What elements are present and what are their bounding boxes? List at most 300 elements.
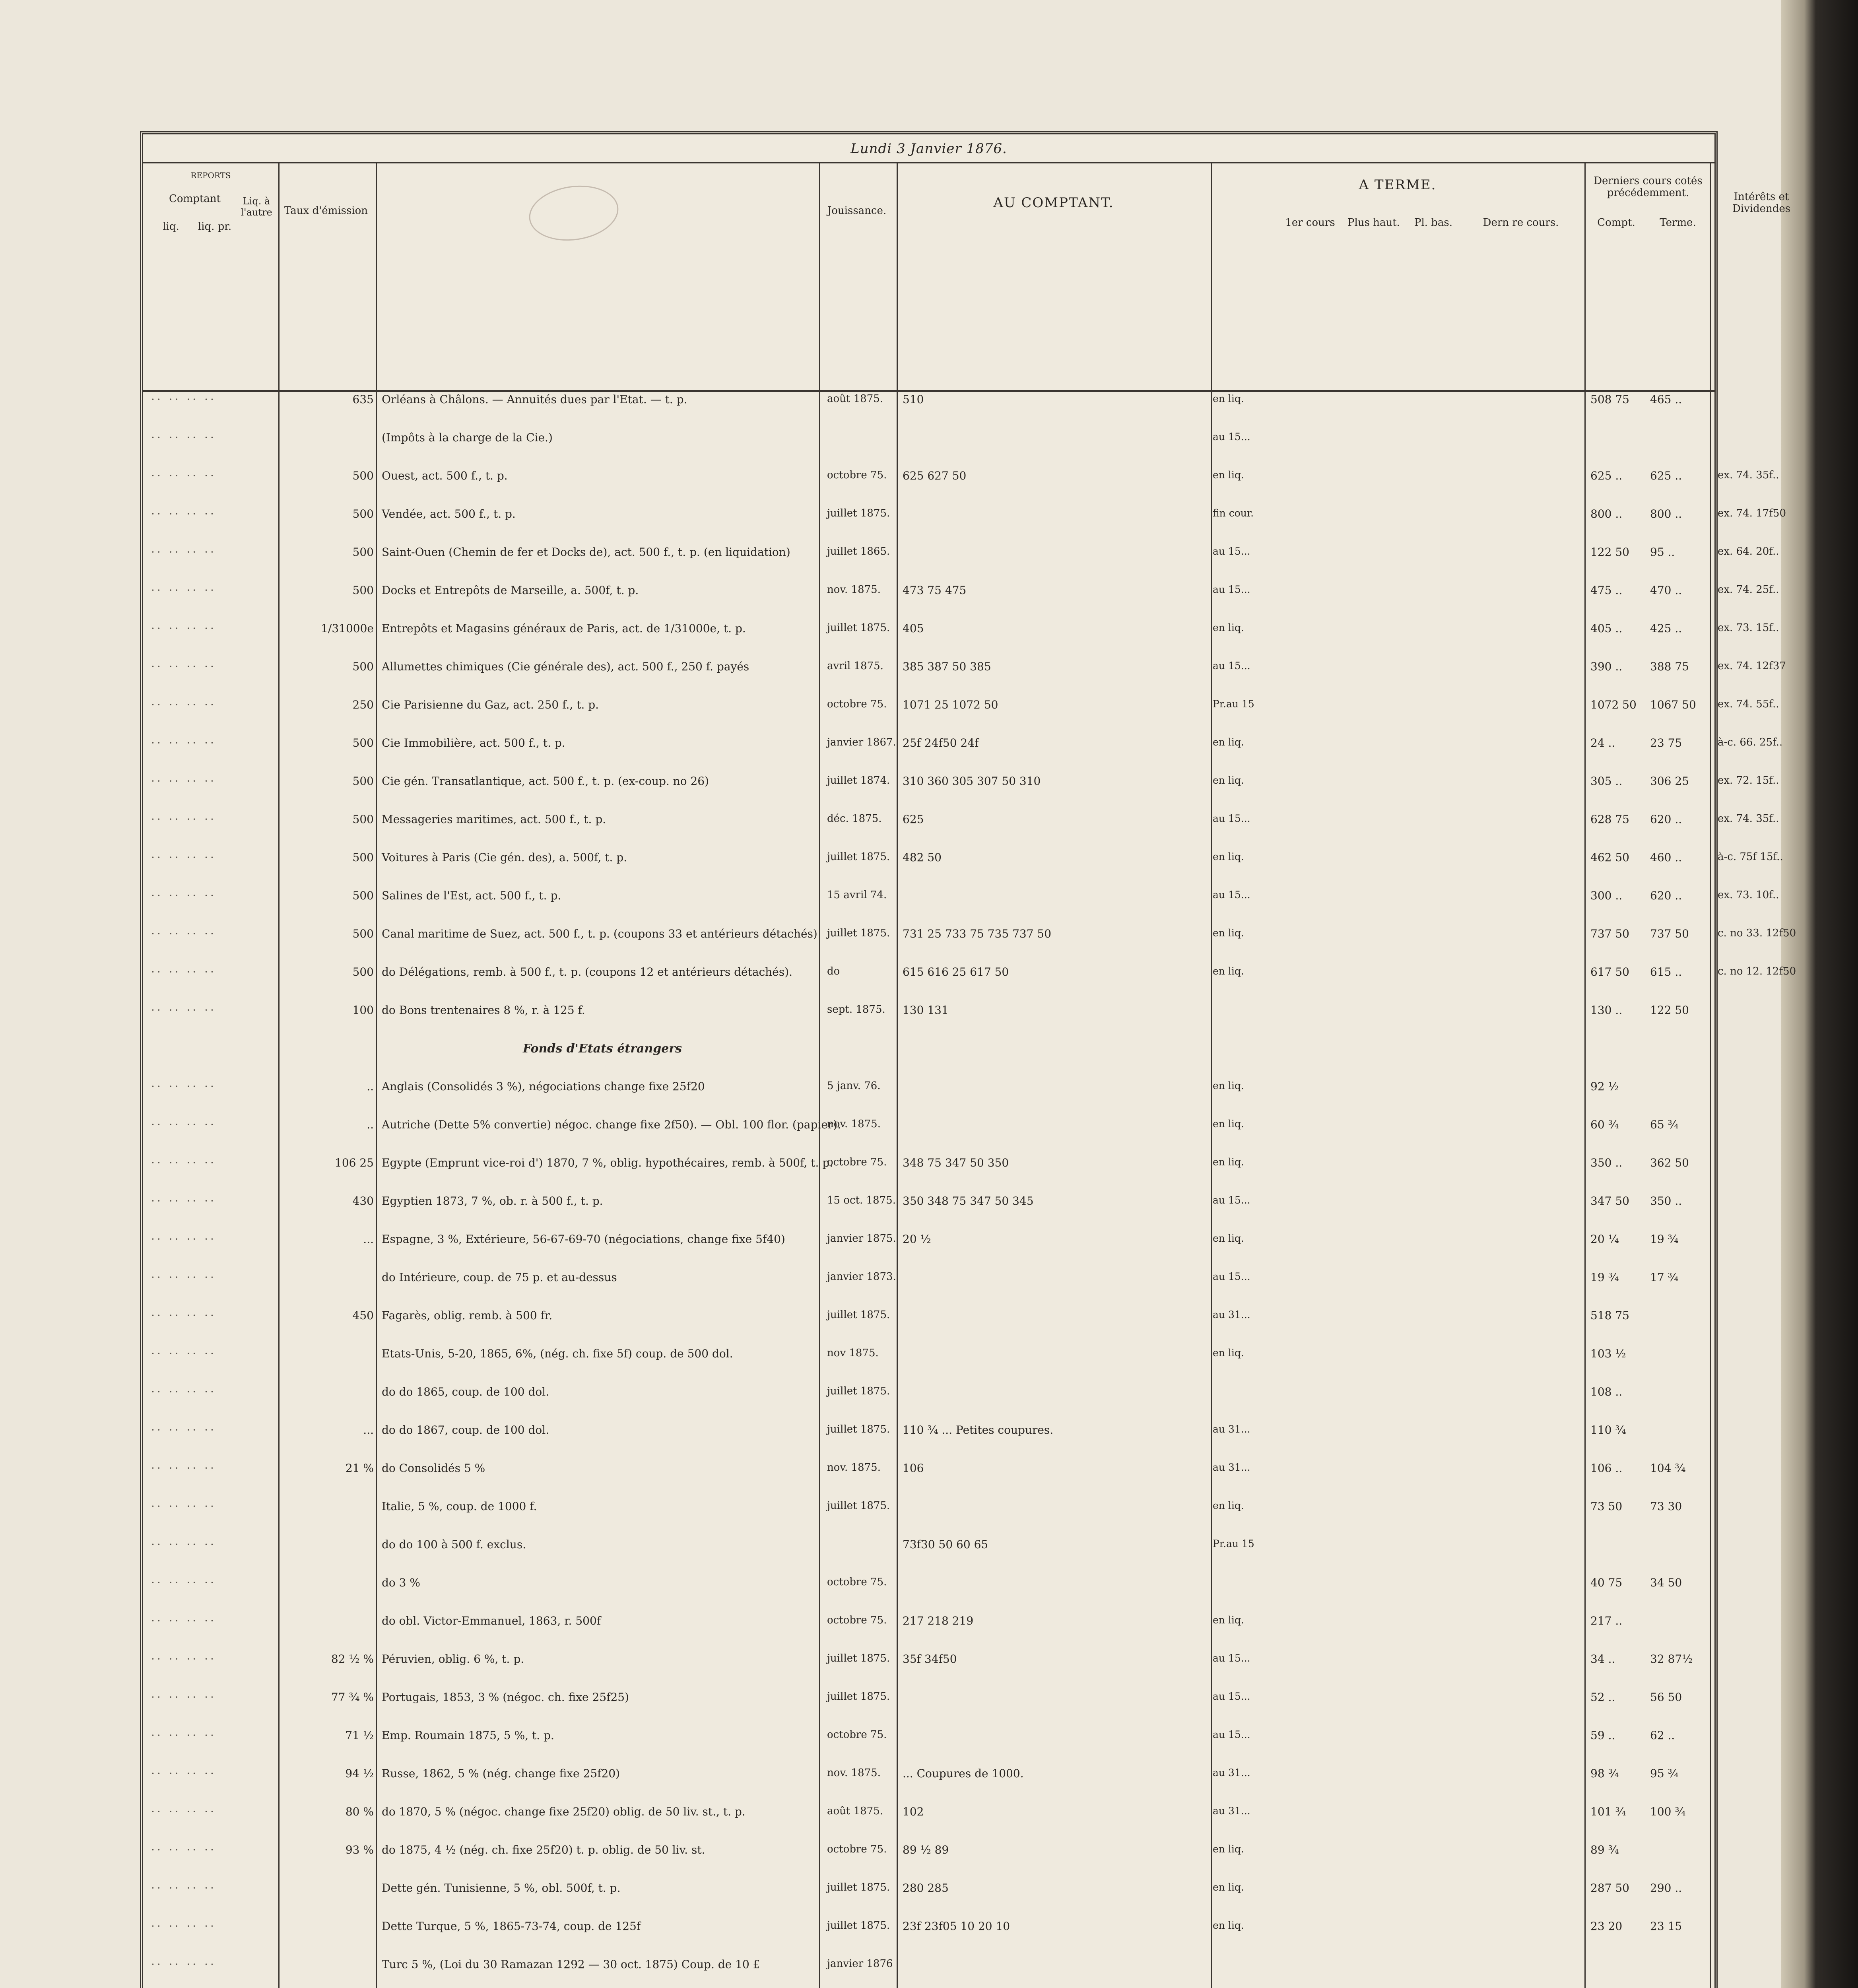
cell-taux: 500 — [352, 546, 374, 559]
reports-dots: ·· ·· ·· ·· — [151, 622, 216, 635]
reports-dots: ·· ·· ·· ·· — [151, 660, 216, 673]
cell-terme: en liq. — [1213, 1843, 1244, 1855]
reports-dots: ·· ·· ·· ·· — [151, 1767, 216, 1780]
cell-taux: 500 — [352, 469, 374, 482]
cell-dernier-compt: 103 ½ — [1590, 1347, 1626, 1360]
cell-jouissance: juillet 1875. — [827, 1691, 890, 1703]
cell-valeur: Cie Immobilière, act. 500 f., t. p. — [382, 736, 565, 749]
cell-taux: 500 — [352, 584, 374, 597]
cell-valeur: Orléans à Châlons. — Annuités dues par l'Etat. — t. p. — [382, 393, 687, 406]
cell-comptant: 106 — [903, 1462, 924, 1475]
cell-valeur: do do 1867, coup. de 100 dol. — [382, 1423, 549, 1437]
cell-terme: en liq. — [1213, 1920, 1244, 1931]
cell-jouissance: juillet 1875. — [827, 1500, 890, 1512]
book-binding-edge — [1781, 0, 1858, 1988]
cell-terme: au 15... — [1213, 1691, 1250, 1702]
cell-valeur: Allumettes chimiques (Cie générale des), act. 500 f., 250 f. payés — [382, 660, 749, 673]
reports-dots: ·· ·· ·· ·· — [151, 1652, 216, 1666]
reports-dots: ·· ·· ·· ·· — [151, 1843, 216, 1856]
cell-taux: .. — [367, 1118, 374, 1131]
cell-comptant: 102 — [903, 1805, 924, 1818]
reports-dots: ·· ·· ·· ·· — [151, 1385, 216, 1398]
header-liq: liq. — [163, 221, 179, 233]
cell-dernier-terme: 104 ¾ — [1650, 1462, 1686, 1475]
reports-dots: ·· ·· ·· ·· — [151, 1729, 216, 1742]
reports-dots: ·· ·· ·· ·· — [151, 775, 216, 788]
cell-valeur: Ouest, act. 500 f., t. p. — [382, 469, 508, 482]
cell-terme: en liq. — [1213, 1156, 1244, 1168]
cell-valeur: Voitures à Paris (Cie gén. des), a. 500f, t. p. — [382, 851, 627, 864]
reports-dots: ·· ·· ·· ·· — [151, 1805, 216, 1818]
cell-terme: au 15... — [1213, 1194, 1250, 1206]
cell-comptant: 385 387 50 385 — [903, 660, 991, 673]
cell-comptant: 405 — [903, 622, 924, 635]
cell-terme: Pr.au 15 — [1213, 698, 1254, 710]
cell-comptant: 473 75 475 — [903, 584, 967, 597]
cell-dernier-compt: 390 .. — [1590, 660, 1623, 673]
cell-taux: 94 ½ — [345, 1767, 374, 1780]
cell-jouissance: juillet 1875. — [827, 1385, 890, 1397]
cell-jouissance: janvier 1875. — [827, 1233, 896, 1244]
cell-jouissance: juillet 1875. — [827, 1423, 890, 1435]
cell-comptant: 310 360 305 307 50 310 — [903, 775, 1041, 788]
header-liq-pr: liq. pr. — [198, 221, 232, 233]
cell-valeur: do Consolidés 5 % — [382, 1462, 485, 1475]
cell-taux: 106 25 — [335, 1156, 374, 1169]
cell-taux: 450 — [352, 1309, 374, 1322]
cell-taux: 500 — [352, 927, 374, 940]
cell-valeur: Autriche (Dette 5% convertie) négoc. change fixe 2f50). — Obl. 100 flor. (papier). — [382, 1118, 841, 1131]
reports-dots: ·· ·· ·· ·· — [151, 1576, 216, 1589]
header-reports: REPORTS — [190, 170, 231, 180]
cell-taux: 100 — [352, 1004, 374, 1017]
cell-taux: 635 — [352, 393, 374, 406]
reports-dots: ·· ·· ·· ·· — [151, 1423, 216, 1437]
cell-terme: en liq. — [1213, 393, 1244, 404]
cell-dernier-terme: 470 .. — [1650, 584, 1682, 597]
cell-dernier-compt: 800 .. — [1590, 507, 1623, 520]
cell-comptant: 615 616 25 617 50 — [903, 965, 1009, 978]
cell-terme: en liq. — [1213, 622, 1244, 633]
header-taux: Taux d'émission — [284, 205, 368, 217]
cell-jouissance: octobre 75. — [827, 698, 887, 710]
cell-dernier-compt: 108 .. — [1590, 1385, 1623, 1398]
cell-dernier-terme: 615 .. — [1650, 965, 1682, 978]
cell-comptant: 130 131 — [903, 1004, 949, 1017]
cell-jouissance: déc. 1875. — [827, 813, 882, 825]
cell-dernier-compt: 130 .. — [1590, 1004, 1623, 1017]
cell-dernier-terme: 19 ¾ — [1650, 1233, 1679, 1246]
cell-dernier-terme: 425 .. — [1650, 622, 1682, 635]
cell-dernier-terme: 34 50 — [1650, 1576, 1682, 1589]
cell-terme: en liq. — [1213, 1614, 1244, 1626]
cell-jouissance: octobre 75. — [827, 1843, 887, 1855]
cell-valeur: Dette gén. Tunisienne, 5 %, obl. 500f, t. p. — [382, 1881, 621, 1895]
cell-valeur: do 3 % — [382, 1576, 421, 1589]
cell-dernier-compt: 122 50 — [1590, 546, 1629, 559]
col-rule — [1710, 162, 1711, 1988]
cell-valeur: do Intérieure, coup. de 75 p. et au-dessus — [382, 1271, 617, 1284]
reports-dots: ·· ·· ·· ·· — [151, 927, 216, 940]
header-liq-autre: Liq. à l'autre — [241, 196, 272, 218]
cell-valeur: Docks et Entrepôts de Marseille, a. 500f, t. p. — [382, 584, 639, 597]
cell-dernier-compt: 40 75 — [1590, 1576, 1623, 1589]
cell-dernier-terme: 465 .. — [1650, 393, 1682, 406]
cell-terme: en liq. — [1213, 1080, 1244, 1091]
cell-jouissance: octobre 75. — [827, 1156, 887, 1168]
cell-valeur: Egypte (Emprunt vice-roi d') 1870, 7 %, oblig. hypothécaires, remb. à 500f, t. p. — [382, 1156, 833, 1169]
reports-dots: ·· ·· ·· ·· — [151, 1462, 216, 1475]
cell-jouissance: juillet 1865. — [827, 546, 890, 557]
cell-comptant: 731 25 733 75 735 737 50 — [903, 927, 1052, 940]
cell-jouissance: nov. 1875. — [827, 1462, 881, 1474]
cell-terme: au 15... — [1213, 1652, 1250, 1664]
header-derniers-cours: Derniers cours cotés précédemment. — [1594, 175, 1703, 199]
cell-valeur: Cie Parisienne du Gaz, act. 250 f., t. p. — [382, 698, 599, 711]
cell-dernier-terme: 65 ¾ — [1650, 1118, 1679, 1131]
col-rule — [1584, 162, 1586, 1988]
cell-jouissance: juillet 1875. — [827, 851, 890, 863]
cell-comptant: 23f 23f05 10 20 10 — [903, 1920, 1010, 1933]
cell-taux: 500 — [352, 660, 374, 673]
cell-interets: ex. 72. 15f.. — [1718, 775, 1779, 786]
reports-dots: ·· ·· ·· ·· — [151, 1194, 216, 1208]
cell-dernier-terme: 737 50 — [1650, 927, 1689, 940]
cell-dernier-terme: 388 75 — [1650, 660, 1689, 673]
cell-jouissance: avril 1875. — [827, 660, 883, 672]
cell-dernier-compt: 52 .. — [1590, 1691, 1615, 1704]
cell-dernier-terme: 620 .. — [1650, 889, 1682, 902]
reports-dots: ·· ·· ·· ·· — [151, 1691, 216, 1704]
cell-comptant: ... Coupures de 1000. — [903, 1767, 1024, 1780]
cell-comptant: 73f30 50 60 65 — [903, 1538, 988, 1551]
cell-dernier-compt: 475 .. — [1590, 584, 1623, 597]
cell-interets: ex. 74. 25f.. — [1718, 584, 1779, 596]
cell-dernier-terme: 460 .. — [1650, 851, 1682, 864]
cell-comptant: 217 218 219 — [903, 1614, 974, 1627]
reports-dots: ·· ·· ·· ·· — [151, 1500, 216, 1513]
col-rule — [897, 162, 898, 1988]
cell-taux: ... — [363, 1233, 374, 1246]
cell-interets: ex. 73. 15f.. — [1718, 622, 1779, 634]
cell-jouissance: octobre 75. — [827, 469, 887, 481]
cell-valeur: Saint-Ouen (Chemin de fer et Docks de), act. 500 f., t. p. (en liquidation) — [382, 546, 790, 559]
cell-comptant: 350 348 75 347 50 345 — [903, 1194, 1034, 1208]
reports-dots: ·· ·· ·· ·· — [151, 1004, 216, 1017]
cell-terme: en liq. — [1213, 851, 1244, 862]
cell-jouissance: juillet 1875. — [827, 1881, 890, 1893]
cell-dernier-compt: 628 75 — [1590, 813, 1629, 826]
reports-dots: ·· ·· ·· ·· — [151, 584, 216, 597]
cell-taux: ... — [363, 1423, 374, 1437]
cell-valeur: Cie gén. Transatlantique, act. 500 f., t. p. (ex-coup. no 26) — [382, 775, 709, 788]
header-comptant: Comptant — [169, 193, 221, 205]
cell-dernier-terme: 23 15 — [1650, 1920, 1682, 1933]
cell-terme: en liq. — [1213, 1233, 1244, 1244]
cell-dernier-compt: 92 ½ — [1590, 1080, 1619, 1093]
cell-interets: c. no 12. 12f50 — [1718, 965, 1796, 977]
reports-dots: ·· ·· ·· ·· — [151, 813, 216, 826]
reports-dots: ·· ·· ·· ·· — [151, 1347, 216, 1360]
reports-dots: ·· ·· ·· ·· — [151, 1309, 216, 1322]
header-jouissance: Jouissance. — [827, 205, 887, 217]
cell-dernier-terme: 32 87½ — [1650, 1652, 1693, 1666]
cell-taux: 80 % — [345, 1805, 374, 1818]
cell-jouissance: nov. 1875. — [827, 1767, 881, 1779]
cell-interets: ex. 74. 35f.. — [1718, 469, 1779, 481]
col-rule — [1211, 162, 1212, 1988]
cell-terme: en liq. — [1213, 1881, 1244, 1893]
cell-terme: au 15... — [1213, 660, 1250, 672]
cell-dernier-compt: 106 .. — [1590, 1462, 1623, 1475]
cell-terme: au 31... — [1213, 1805, 1250, 1817]
cell-terme: en liq. — [1213, 927, 1244, 939]
cell-terme: au 15... — [1213, 546, 1250, 557]
cell-valeur: Etats-Unis, 5-20, 1865, 6%, (nég. ch. fixe 5f) coup. de 500 dol. — [382, 1347, 733, 1360]
cell-valeur: Espagne, 3 %, Extérieure, 56-67-69-70 (négociations, change fixe 5f40) — [382, 1233, 785, 1246]
cell-valeur: Dette Turque, 5 %, 1865-73-74, coup. de 125f — [382, 1920, 641, 1933]
cell-jouissance: juillet 1875. — [827, 622, 890, 634]
reports-dots: ·· ·· ·· ·· — [151, 1538, 216, 1551]
cell-valeur: Messageries maritimes, act. 500 f., t. p. — [382, 813, 606, 826]
cell-jouissance: nov. 1875. — [827, 584, 881, 596]
cell-terme: en liq. — [1213, 1500, 1244, 1511]
cell-taux: .. — [367, 1080, 374, 1093]
reports-dots: ·· ·· ·· ·· — [151, 393, 216, 406]
reports-dots: ·· ·· ·· ·· — [151, 1614, 216, 1627]
cell-jouissance: octobre 75. — [827, 1614, 887, 1626]
cell-terme: Pr.au 15 — [1213, 1538, 1254, 1549]
cell-dernier-terme: 350 .. — [1650, 1194, 1682, 1208]
cell-valeur: do do 100 à 500 f. exclus. — [382, 1538, 526, 1551]
cell-terme: au 15... — [1213, 584, 1250, 595]
cell-valeur: Entrepôts et Magasins généraux de Paris, act. de 1/31000e, t. p. — [382, 622, 746, 635]
cell-dernier-compt: 1072 50 — [1590, 698, 1637, 711]
cell-taux: 500 — [352, 736, 374, 749]
cell-dernier-terme: 56 50 — [1650, 1691, 1682, 1704]
cell-dernier-terme: 23 75 — [1650, 736, 1682, 749]
cell-interets: à-c. 75f 15f.. — [1718, 851, 1783, 863]
cell-dernier-compt: 101 ¾ — [1590, 1805, 1626, 1818]
cell-dernier-terme: 362 50 — [1650, 1156, 1689, 1169]
cell-interets: ex. 74. 55f.. — [1718, 698, 1779, 710]
cell-dernier-terme: 95 .. — [1650, 546, 1675, 559]
cell-comptant: 110 ¾ ... Petites coupures. — [903, 1423, 1054, 1437]
cell-comptant: 510 — [903, 393, 924, 406]
cell-comptant: 89 ½ 89 — [903, 1843, 949, 1856]
cell-terme: au 15... — [1213, 813, 1250, 824]
cell-dernier-terme: 122 50 — [1650, 1004, 1689, 1017]
header-au-comptant: AU COMPTANT. — [993, 195, 1114, 211]
cell-dernier-compt: 508 75 — [1590, 393, 1629, 406]
reports-dots: ·· ·· ·· ·· — [151, 1080, 216, 1093]
cell-jouissance: juillet 1875. — [827, 507, 890, 519]
cell-valeur: Salines de l'Est, act. 500 f., t. p. — [382, 889, 561, 902]
cell-valeur: do 1870, 5 % (négoc. change fixe 25f20) oblig. de 50 liv. st., t. p. — [382, 1805, 746, 1818]
cell-dernier-compt: 617 50 — [1590, 965, 1629, 978]
reports-dots: ·· ·· ·· ·· — [151, 1920, 216, 1933]
cell-terme: en liq. — [1213, 736, 1244, 748]
cell-jouissance: do — [827, 965, 840, 977]
cell-dernier-terme: 290 .. — [1650, 1881, 1682, 1895]
reports-dots: ·· ·· ·· ·· — [151, 698, 216, 711]
cell-dernier-terme: 800 .. — [1650, 507, 1682, 520]
cell-valeur: (Impôts à la charge de la Cie.) — [382, 431, 553, 444]
cell-interets: c. no 33. 12f50 — [1718, 927, 1796, 939]
cell-valeur: Canal maritime de Suez, act. 500 f., t. p. (coupons 33 et antérieurs détachés) — [382, 927, 817, 940]
cell-taux: 500 — [352, 851, 374, 864]
cell-valeur: do obl. Victor-Emmanuel, 1863, r. 500f — [382, 1614, 601, 1627]
col-rule — [376, 162, 377, 1988]
cell-taux: 500 — [352, 507, 374, 520]
cell-comptant: 20 ½ — [903, 1233, 931, 1246]
cell-taux: 21 % — [345, 1462, 374, 1475]
reports-dots: ·· ·· ·· ·· — [151, 851, 216, 864]
cell-terme: au 15... — [1213, 431, 1250, 443]
cell-valeur: do 1875, 4 ½ (nég. ch. fixe 25f20) t. p. oblig. de 50 liv. st. — [382, 1843, 705, 1856]
cell-terme: au 31... — [1213, 1309, 1250, 1320]
cell-taux: 250 — [352, 698, 374, 711]
cell-interets: ex. 74. 12f37 — [1718, 660, 1786, 672]
cell-comptant: 1071 25 1072 50 — [903, 698, 998, 711]
reports-dots: ·· ·· ·· ·· — [151, 431, 216, 444]
page-title: Lundi 3 Janvier 1876. — [850, 141, 1007, 157]
reports-dots: ·· ·· ·· ·· — [151, 1958, 216, 1971]
cell-jouissance: janvier 1876 — [827, 1958, 893, 1970]
reports-dots: ·· ·· ·· ·· — [151, 965, 216, 978]
cell-dernier-compt: 110 ¾ — [1590, 1423, 1626, 1437]
cell-terme: au 15... — [1213, 1271, 1250, 1282]
cell-jouissance: janvier 1867. — [827, 736, 896, 748]
cell-dernier-compt: 737 50 — [1590, 927, 1629, 940]
cell-valeur: Egyptien 1873, 7 %, ob. r. à 500 f., t. p. — [382, 1194, 603, 1208]
cell-valeur: Anglais (Consolidés 3 %), négociations change fixe 25f20 — [382, 1080, 705, 1093]
header-a-terme: A TERME. — [1359, 177, 1437, 193]
cell-valeur: Russe, 1862, 5 % (nég. change fixe 25f20) — [382, 1767, 620, 1780]
cell-valeur: do Bons trentenaires 8 %, r. à 125 f. — [382, 1004, 585, 1017]
reports-dots: ·· ·· ·· ·· — [151, 546, 216, 559]
cell-dernier-compt: 217 .. — [1590, 1614, 1623, 1627]
cell-dernier-compt: 89 ¾ — [1590, 1843, 1619, 1856]
cell-interets: ex. 74. 35f.. — [1718, 813, 1779, 825]
reports-dots: ·· ·· ·· ·· — [151, 1271, 216, 1284]
cell-valeur: Portugais, 1853, 3 % (négoc. ch. fixe 25f25) — [382, 1691, 629, 1704]
cell-taux: 77 ¾ % — [331, 1691, 374, 1704]
cell-dernier-compt: 98 ¾ — [1590, 1767, 1619, 1780]
cell-dernier-compt: 305 .. — [1590, 775, 1623, 788]
cell-terme: en liq. — [1213, 775, 1244, 786]
cell-dernier-terme: 1067 50 — [1650, 698, 1696, 711]
cell-jouissance: sept. 1875. — [827, 1004, 885, 1015]
cell-jouissance: 15 avril 74. — [827, 889, 887, 901]
cell-comptant: 625 — [903, 813, 924, 826]
reports-dots: ·· ·· ·· ·· — [151, 889, 216, 902]
cell-jouissance: juillet 1875. — [827, 927, 890, 939]
header-compt: Compt. — [1597, 217, 1635, 229]
cell-dernier-compt: 20 ¼ — [1590, 1233, 1619, 1246]
reports-dots: ·· ·· ·· ·· — [151, 507, 216, 520]
cell-dernier-compt: 300 .. — [1590, 889, 1623, 902]
cell-taux: 430 — [352, 1194, 374, 1208]
header-premier-cours: 1er cours — [1285, 217, 1335, 229]
cell-valeur: do Délégations, remb. à 500 f., t. p. (coupons 12 et antérieurs détachés). — [382, 965, 793, 978]
cell-dernier-compt: 518 75 — [1590, 1309, 1629, 1322]
cell-dernier-compt: 59 .. — [1590, 1729, 1615, 1742]
cell-dernier-compt: 462 50 — [1590, 851, 1629, 864]
cell-valeur: Fagarès, oblig. remb. à 500 fr. — [382, 1309, 553, 1322]
cell-dernier-compt: 19 ¾ — [1590, 1271, 1619, 1284]
cell-taux: 500 — [352, 889, 374, 902]
header-interets: Intérêts et Dividendes — [1732, 191, 1791, 215]
cell-dernier-terme: 73 30 — [1650, 1500, 1682, 1513]
cell-dernier-terme: 62 .. — [1650, 1729, 1675, 1742]
cell-taux: 82 ½ % — [331, 1652, 374, 1666]
cell-comptant: 625 627 50 — [903, 469, 967, 482]
cell-valeur: Vendée, act. 500 f., t. p. — [382, 507, 516, 520]
cell-terme: en liq. — [1213, 1118, 1244, 1130]
cell-terme: en liq. — [1213, 965, 1244, 977]
cell-comptant: 35f 34f50 — [903, 1652, 957, 1666]
cell-taux: 71 ½ — [345, 1729, 374, 1742]
cell-dernier-terme: 100 ¾ — [1650, 1805, 1686, 1818]
cell-jouissance: juillet 1875. — [827, 1309, 890, 1321]
reports-dots: ·· ·· ·· ·· — [151, 736, 216, 749]
cell-valeur: Italie, 5 %, coup. de 1000 f. — [382, 1500, 537, 1513]
header-plus-haut: Plus haut. — [1347, 217, 1400, 229]
cell-jouissance: janvier 1873. — [827, 1271, 896, 1283]
reports-dots: ·· ·· ·· ·· — [151, 1118, 216, 1131]
cell-terme: au 15... — [1213, 1729, 1250, 1740]
cell-jouissance: août 1875. — [827, 1805, 883, 1817]
cell-dernier-terme: 306 25 — [1650, 775, 1689, 788]
stock-table-frame — [140, 131, 1796, 1988]
cell-jouissance: juillet 1875. — [827, 1920, 890, 1932]
cell-jouissance: octobre 75. — [827, 1576, 887, 1588]
cell-dernier-terme: 625 .. — [1650, 469, 1682, 482]
cell-dernier-compt: 60 ¾ — [1590, 1118, 1619, 1131]
cell-dernier-terme: 95 ¾ — [1650, 1767, 1679, 1780]
cell-dernier-terme: 17 ¾ — [1650, 1271, 1679, 1284]
cell-dernier-compt: 350 .. — [1590, 1156, 1623, 1169]
header-plus-bas: Pl. bas. — [1414, 217, 1453, 229]
cell-terme: fin cour. — [1213, 507, 1254, 519]
section-heading: Fonds d'Etats étrangers — [522, 1042, 682, 1056]
cell-jouissance: octobre 75. — [827, 1729, 887, 1741]
cell-comptant: 25f 24f50 24f — [903, 736, 979, 749]
cell-interets: ex. 73. 10f.. — [1718, 889, 1779, 901]
cell-dernier-compt: 24 .. — [1590, 736, 1615, 749]
cell-jouissance: juillet 1874. — [827, 775, 890, 786]
cell-terme: en liq. — [1213, 469, 1244, 481]
cell-valeur: Péruvien, oblig. 6 %, t. p. — [382, 1652, 524, 1666]
cell-comptant: 482 50 — [903, 851, 942, 864]
cell-jouissance: 15 oct. 1875. — [827, 1194, 896, 1206]
col-rule — [278, 162, 280, 1988]
reports-dots: ·· ·· ·· ·· — [151, 1233, 216, 1246]
header-dernier-cours: Dern re cours. — [1483, 217, 1559, 229]
cell-taux: 500 — [352, 813, 374, 826]
cell-terme: au 31... — [1213, 1423, 1250, 1435]
table-header — [143, 162, 1791, 392]
cell-terme: au 15... — [1213, 889, 1250, 901]
cell-dernier-compt: 23 20 — [1590, 1920, 1623, 1933]
cell-dernier-compt: 347 50 — [1590, 1194, 1629, 1208]
reports-dots: ·· ·· ·· ·· — [151, 1156, 216, 1169]
cell-jouissance: août 1875. — [827, 393, 883, 405]
cell-taux: 1/31000e — [321, 622, 374, 635]
cell-jouissance: 5 janv. 76. — [827, 1080, 881, 1092]
cell-dernier-compt: 405 .. — [1590, 622, 1623, 635]
